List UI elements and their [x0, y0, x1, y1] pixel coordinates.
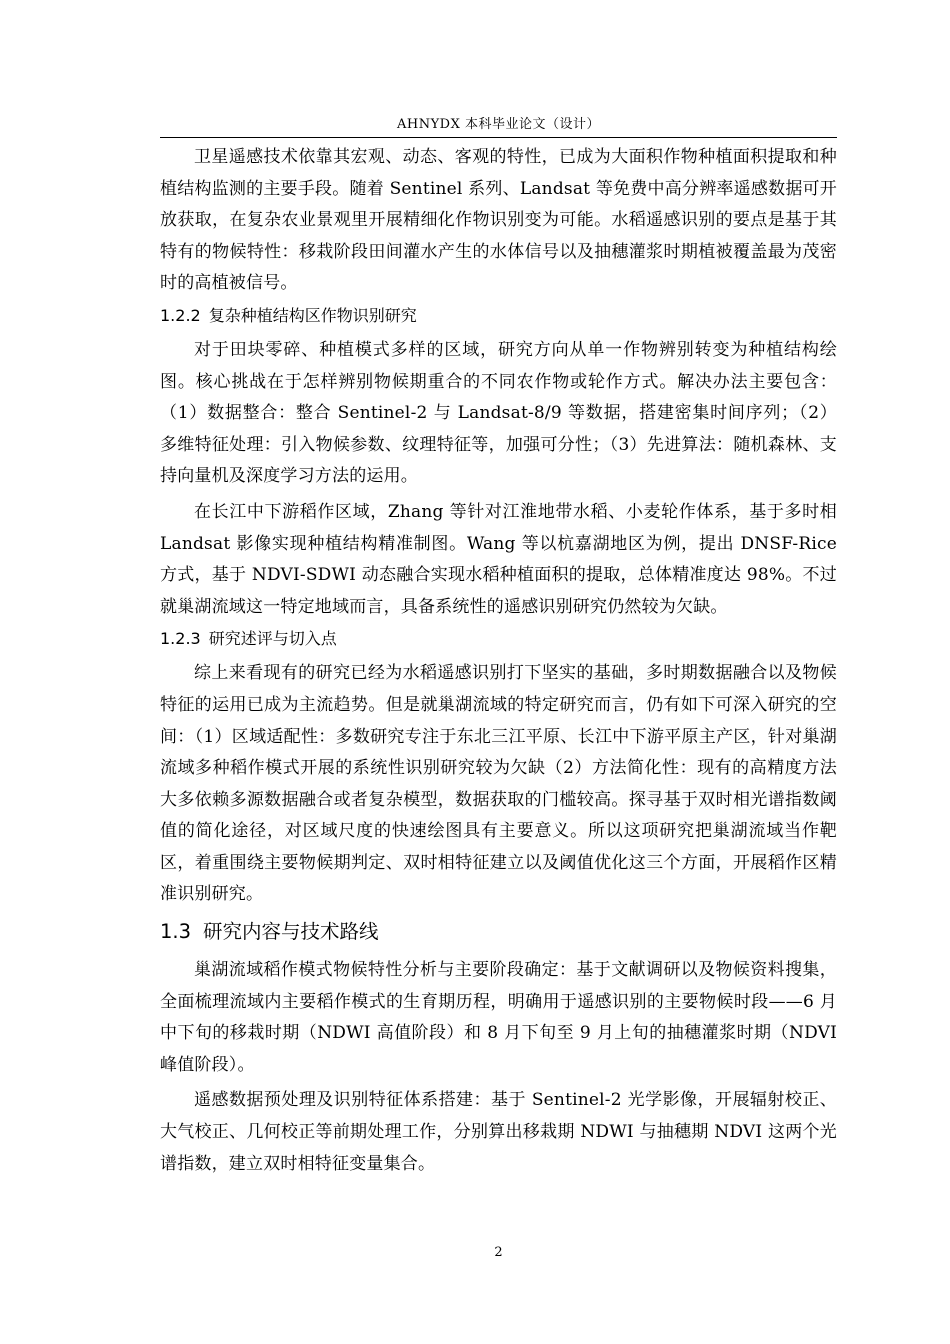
page-number: 2 — [494, 1245, 503, 1260]
header-rule — [160, 137, 837, 138]
section-title: 复杂种植结构区作物识别研究 — [208, 305, 417, 325]
section-heading-1-3 — [160, 917, 837, 947]
paragraph-remote-sensing-intro: 卫星遥感技术依靠其宏观、动态、客观的特性，已成为大面积作物种植面积提取和种植结构监测的主要手段。随着 Sentinel 系列、Landsat 等免费中高分辨率遥感数据可开放获取，在复杂农业景观里开展精细化作物识别变为可能。水稻遥感识别的要点是基于其特有的物候特性：移栽阶段田间灌水产生的水体信号以及抽穗灌浆时期植被覆盖最为茂密时的高植被信号。 — [160, 147, 837, 294]
section-heading-1-2-2 — [160, 304, 837, 328]
section-heading-1-2-3 — [160, 627, 837, 651]
section-title: 研究述评与切入点 — [208, 629, 337, 649]
paragraph-preprocessing: 遥感数据预处理及识别特征体系搭建：基于 Sentinel-2 光学影像，开展辐射校正、大气校正、几何校正等前期处理工作，分别算出移栽期 NDWI 与抽穗期 NDVI 这两个光谱指数，建立双时相特征变量集合。 — [160, 1090, 837, 1174]
section-title: 研究内容与技术路线 — [203, 920, 379, 944]
paragraph-complex-structure: 对于田块零碎、种植模式多样的区域，研究方向从单一作物辨别转变为种植结构绘图。核心挑战在于怎样辨别物候期重合的不同农作物或轮作方式。解决办法主要包含：（1）数据整合：整合 Sentinel-2 与 Landsat-8/9 等数据，搭建密集时间序列；（2）多维特征处理：引入物候参数、纹理特征等，加强可分性；（3）先进算法：随机森林、支持向量机及深度学习方法的运用。 — [160, 339, 837, 487]
paragraph-review: 综上来看现有的研究已经为水稻遥感识别打下坚实的基础，多时期数据融合以及物候特征的运用已成为主流趋势。但是就巢湖流域的特定研究而言，仍有如下可深入研究的空间：（1）区域适配性：多数研究专注于东北三江平原、长江中下游平原主产区，针对巢湖流域多种稻作模式开展的系统性识别研究较为欠缺（2）方法简化性：现有的高精度方法大多依赖多源数据融合或者复杂模型，数据获取的门槛较高。探寻基于双时相光谱指数阈值的简化途径，对区域尺度的快速绘图具有主要意义。所以这项研究把巢湖流域当作靶区，着重围绕主要物候期判定、双时相特征建立以及阈值优化这三个方面，开展稻作区精准识别研究。 — [160, 663, 837, 905]
section-number: 1.3 — [160, 920, 192, 944]
page-body — [160, 142, 837, 1184]
section-number: 1.2.3 — [160, 629, 201, 649]
paragraph-phenology-analysis: 巢湖流域稻作模式物候特性分析与主要阶段确定：基于文献调研以及物候资料搜集，全面梳理流域内主要稻作模式的生育期历程，明确用于遥感识别的主要物候时段——6 月中下旬的移栽时期（NDWI 高值阶段）和 8 月下旬至 9 月上旬的抽穗灌浆时期（NDVI 峰值阶段）。 — [160, 960, 837, 1075]
running-header: AHNYDX 本科毕业论文（设计） — [397, 117, 600, 132]
paragraph-yangtze-studies: 在长江中下游稻作区域，Zhang 等针对江淮地带水稻、小麦轮作体系，基于多时相 Landsat 影像实现种植结构精准制图。Wang 等以杭嘉湖地区为例，提出 DNSF-Rice 方式，基于 NDVI-SDWI 动态融合实现水稻种植面积的提取，总体精准度达 98%。不过就巢湖流域这一特定地域而言，具备系统性的遥感识别研究仍然较为欠缺。 — [160, 501, 837, 617]
section-number: 1.2.2 — [160, 305, 201, 325]
